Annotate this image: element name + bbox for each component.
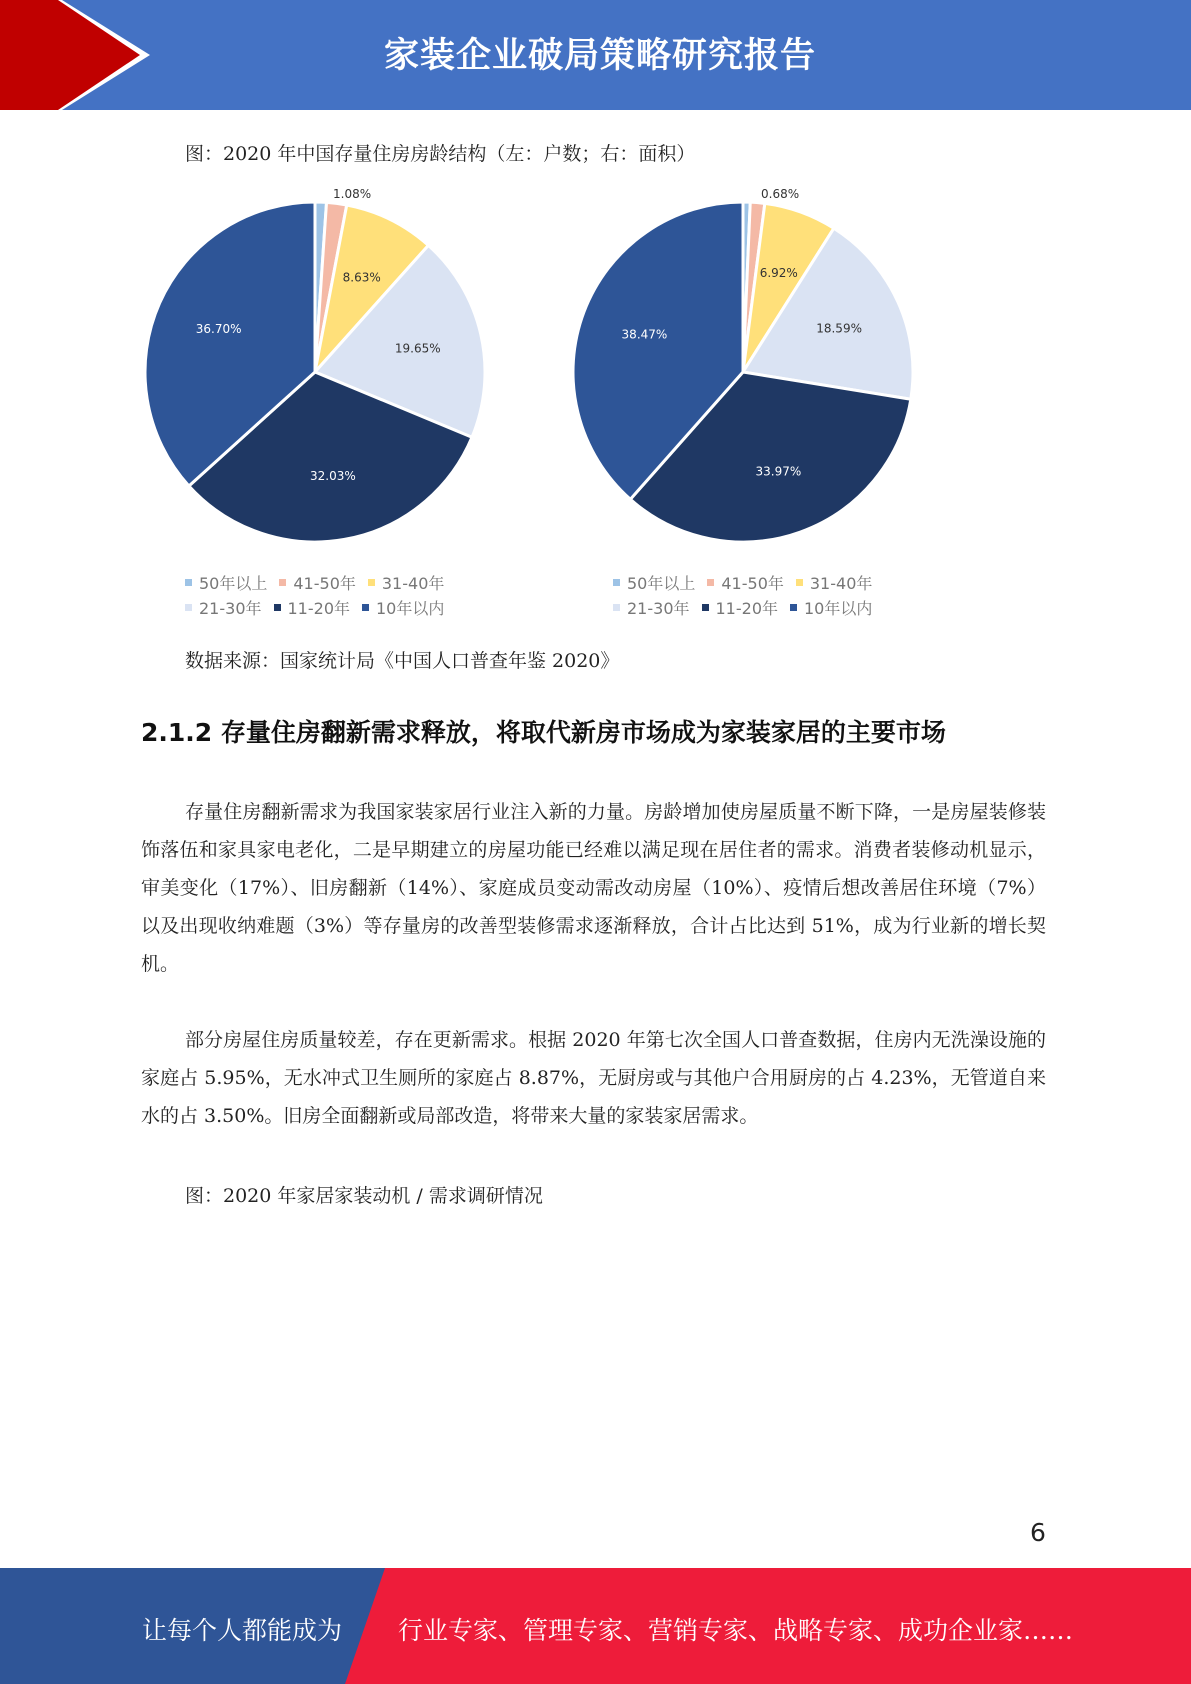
legend-label: 50年以上 [199,574,268,593]
pie-data-label: 1.08% [333,187,372,201]
legend-label: 10年以内 [804,599,873,618]
legend-row [185,595,456,620]
legend-swatch [279,579,286,586]
pie-data-label: 0.68% [761,187,800,201]
pie-data-label: 18.59% [816,321,862,336]
legend-left [185,570,456,620]
legend-item [362,596,444,619]
legend-label: 21-30年 [627,599,690,618]
legend-swatch [362,604,369,611]
legend-item [702,596,779,619]
pie-chart-households-svg [135,180,495,550]
legend-item [274,596,351,619]
footer-slogan-left: 让每个人都能成为 [142,1616,343,1645]
legend-label: 11-20年 [287,599,350,618]
legend-right [613,570,884,620]
figure-caption: 图：2020 年中国存量住房房龄结构（左：户数；右：面积） [185,143,696,165]
paragraph-2: 部分房屋住房质量较差，存在更新需求。根据 2020 年第七次全国人口普查数据，住房内无洗澡设施的家庭占 5.95%，无水冲式卫生厕所的家庭占 8.87%，无厨房或与其他户合用厨房的占 4.23%，无管道自来水的占 3.50%。旧房全面翻新或局部改造，将带来大量的家装家居需求。 [141,1029,1046,1127]
legend-item [790,596,872,619]
legend-label: 21-30年 [199,599,262,618]
legend-swatch [707,579,714,586]
pie-data-label: 36.70% [195,322,242,337]
pie-data-label: 6.92% [759,265,798,280]
pie-data-label: 32.03% [310,468,356,483]
legend-swatch [368,579,375,586]
legend-item [185,596,262,619]
page-header [0,0,1191,110]
figure-caption-2: 图：2020 年家居家装动机 / 需求调研情况 [185,1185,543,1207]
pie-data-label: 8.63% [342,270,381,285]
legend-label: 31-40年 [809,574,873,593]
pie-data-label: 33.97% [755,464,802,479]
legend-swatch [613,604,620,611]
legend-row [185,570,456,595]
legend-swatch [790,604,797,611]
legend-label: 10年以内 [376,599,445,618]
header-arrow-decoration [0,0,170,110]
legend-swatch [613,579,620,586]
section-heading: 2.1.2 存量住房翻新需求释放，将取代新房市场成为家装家居的主要市场 [141,718,946,747]
pie-chart-area [563,180,923,554]
legend-swatch [702,604,709,611]
legend-label: 41-50年 [293,574,356,593]
legend-item [796,571,873,594]
pie-chart-area-svg [563,180,923,550]
legend-swatch [796,579,803,586]
legend-row [613,570,884,595]
legend-swatch [274,604,281,611]
legend-item [185,571,267,594]
legend-swatch [185,604,192,611]
legend-item [613,571,695,594]
page-footer [0,1568,1191,1684]
paragraph-1: 存量住房翻新需求为我国家装家居行业注入新的力量。房龄增加使房屋质量不断下降，一是房屋装修装饰落伍和家具家电老化，二是早期建立的房屋功能已经难以满足现在居住者的需求。消费者装修动机显示，审美变化（17%）、旧房翻新（14%）、家庭成员变动需改动房屋（10%）、疫情后想改善居住环境（7%）以及出现收纳难题（3%）等存量房的改善型装修需求逐渐释放，合计占比达到 51%，成为行业新的增长契机。 [141,801,1046,975]
pie-data-label: 19.65% [394,341,441,356]
report-title: 家装企业破局策略研究报告 [383,36,816,76]
legend-label: 41-50年 [721,574,784,593]
legend-row [613,595,884,620]
data-source: 数据来源：国家统计局《中国人口普查年鉴 2020》 [185,650,620,672]
pie-chart-households [135,180,495,554]
legend-item [279,571,356,594]
page-number: 6 [1030,1518,1046,1547]
legend-label: 50年以上 [627,574,696,593]
legend-label: 31-40年 [381,574,445,593]
legend-swatch [185,579,192,586]
legend-item [707,571,784,594]
legend-label: 11-20年 [715,599,778,618]
footer-slogan-right: 行业专家、管理专家、营销专家、战略专家、成功企业家…… [398,1616,1074,1645]
legend-item [613,596,690,619]
pie-data-label: 38.47% [621,327,668,342]
legend-item [368,571,445,594]
